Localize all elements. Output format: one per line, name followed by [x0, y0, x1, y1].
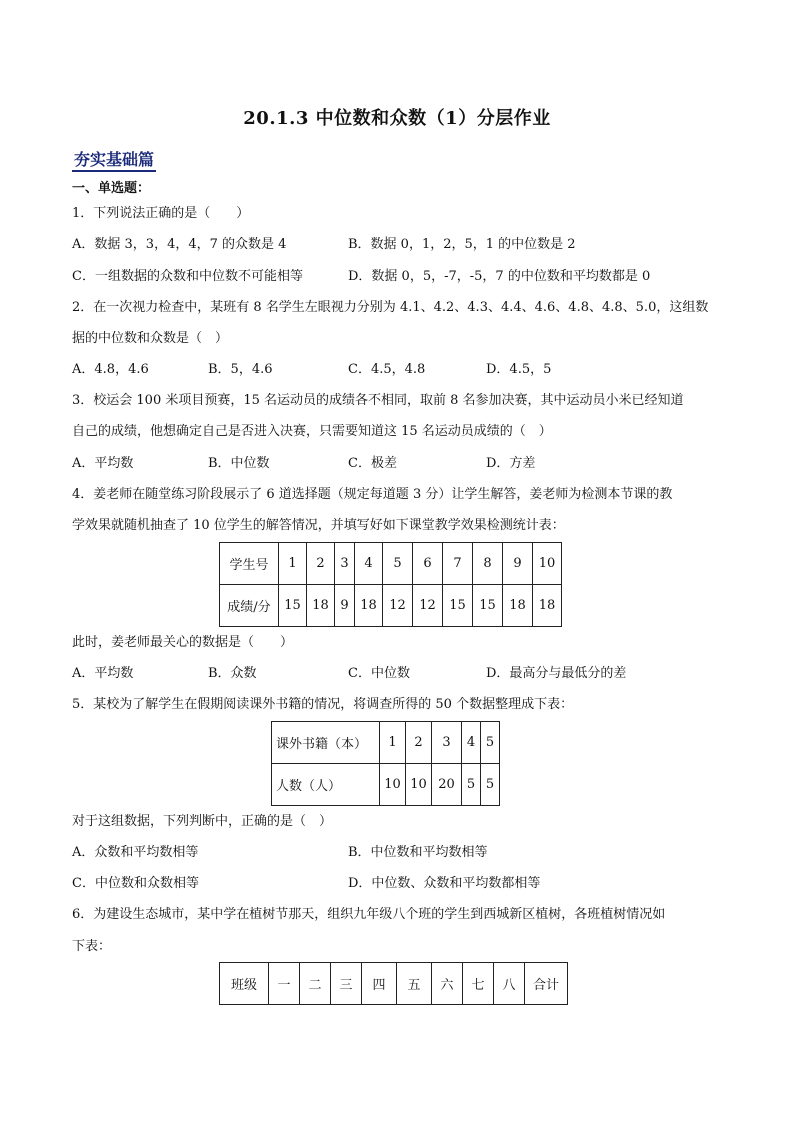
q2-option-d: D．4.5，5: [486, 362, 552, 377]
q1-option-b: B．数据 0，1，2，5，1 的中位数是 2: [348, 237, 576, 252]
q3-stem-line1: 3．校运会 100 米项目预赛，15 名运动员的成绩各不相同，取前 8 名参加决赛，其中运动员小米已经知道: [72, 393, 684, 408]
table-cell: 5: [481, 722, 500, 764]
section-heading: 夯实基础篇: [72, 146, 156, 172]
table-cell: 12: [413, 585, 443, 627]
table-cell: 2: [307, 543, 335, 585]
table-cell: 7: [443, 543, 473, 585]
table-row: [220, 585, 562, 627]
q6-class-table: [219, 962, 568, 1005]
q5-option-b: B．中位数和平均数相等: [348, 845, 488, 860]
table-cell: 合计: [525, 963, 568, 1005]
q5-option-d: D．中位数、众数和平均数都相等: [348, 876, 541, 891]
q1-option-a: A．数据 3，3，4，4，7 的众数是 4: [72, 237, 287, 252]
table-cell: 3: [432, 722, 462, 764]
table-cell: 成绩/分: [220, 585, 279, 627]
table-row: [220, 963, 568, 1005]
table-cell: 人数（人）: [272, 764, 380, 806]
table-row: [272, 764, 500, 806]
table-row: [220, 543, 562, 585]
q5-after-text: 对于这组数据，下列判断中，正确的是（ ）: [72, 814, 333, 829]
q5-option-c: C．中位数和众数相等: [72, 876, 199, 891]
table-cell: 15: [473, 585, 503, 627]
table-cell: 8: [473, 543, 503, 585]
table-cell: 3: [335, 543, 355, 585]
table-cell: 18: [503, 585, 533, 627]
q3-option-b: B．中位数: [208, 456, 270, 471]
q1-option-d: D．数据 0，5，-7，-5，7 的中位数和平均数都是 0: [348, 269, 651, 284]
table-cell: 9: [503, 543, 533, 585]
table-cell: 七: [463, 963, 494, 1005]
table-cell: 2: [406, 722, 432, 764]
table-cell: 5: [481, 764, 500, 806]
q3-option-c: C．极差: [348, 456, 397, 471]
q5-stem: 5．某校为了解学生在假期阅读课外书籍的情况，将调查所得的 50 个数据整理成下表：: [72, 697, 574, 712]
q5-books-table: [271, 721, 500, 806]
q6-stem-line1: 6．为建设生态城市，某中学在植树节那天，组织九年级八个班的学生到西城新区植树，各班植树情况如: [72, 907, 666, 922]
table-cell: 学生号: [220, 543, 279, 585]
table-cell: 10: [533, 543, 562, 585]
q4-score-table: [219, 542, 562, 627]
table-cell: 4: [355, 543, 383, 585]
table-cell: 班级: [220, 963, 269, 1005]
table-cell: 四: [362, 963, 397, 1005]
table-cell: 1: [380, 722, 406, 764]
document-title: 20.1.3 中位数和众数（1）分层作业: [243, 108, 551, 129]
q5-option-a: A．众数和平均数相等: [72, 845, 199, 860]
table-cell: 八: [494, 963, 525, 1005]
table-cell: 5: [383, 543, 413, 585]
q6-stem-line2: 下表：: [72, 939, 112, 954]
table-cell: 4: [462, 722, 481, 764]
table-cell: 6: [413, 543, 443, 585]
table-cell: 18: [355, 585, 383, 627]
part-heading: 一、单选题：: [72, 181, 151, 196]
q4-option-a: A．平均数: [72, 666, 134, 681]
table-cell: 课外书籍（本）: [272, 722, 380, 764]
table-cell: 六: [432, 963, 463, 1005]
q3-stem-line2: 自己的成绩，他想确定自己是否进入决赛，只需要知道这 15 名运动员成绩的（ ）: [72, 424, 552, 439]
table-cell: 五: [397, 963, 432, 1005]
table-cell: 1: [279, 543, 307, 585]
q2-option-b: B．5，4.6: [208, 362, 273, 377]
table-cell: 15: [279, 585, 307, 627]
q4-option-c: C．中位数: [348, 666, 410, 681]
q1-option-c: C．一组数据的众数和中位数不可能相等: [72, 269, 303, 284]
table-row: [272, 722, 500, 764]
table-cell: 15: [443, 585, 473, 627]
table-cell: 12: [383, 585, 413, 627]
q4-option-b: B．众数: [208, 666, 257, 681]
q3-option-a: A．平均数: [72, 456, 134, 471]
q4-stem-line2: 学效果就随机抽查了 10 位学生的解答情况，并填写好如下课堂教学效果检测统计表：: [72, 518, 565, 533]
table-cell: 20: [432, 764, 462, 806]
q4-after-text: 此时，姜老师最关心的数据是（ ）: [72, 635, 294, 650]
table-cell: 18: [533, 585, 562, 627]
table-cell: 二: [300, 963, 331, 1005]
q2-stem-line1: 2．在一次视力检查中，某班有 8 名学生左眼视力分别为 4.1、4.2、4.3、4.4、4.6、4.8、4.8、5.0，这组数: [72, 300, 709, 315]
q2-stem-line2: 据的中位数和众数是（ ）: [72, 331, 229, 346]
table-cell: 一: [269, 963, 300, 1005]
table-cell: 10: [406, 764, 432, 806]
table-cell: 5: [462, 764, 481, 806]
table-cell: 18: [307, 585, 335, 627]
q2-option-c: C．4.5，4.8: [348, 362, 426, 377]
table-cell: 10: [380, 764, 406, 806]
q1-stem: 1．下列说法正确的是（ ）: [72, 206, 250, 221]
q3-option-d: D．方差: [486, 456, 536, 471]
table-cell: 三: [331, 963, 362, 1005]
q2-option-a: A．4.8，4.6: [72, 362, 149, 377]
table-cell: 9: [335, 585, 355, 627]
q4-stem-line1: 4．姜老师在随堂练习阶段展示了 6 道选择题（规定每道题 3 分）让学生解答，姜老师为检测本节课的教: [72, 487, 673, 502]
q4-option-d: D．最高分与最低分的差: [486, 666, 627, 681]
